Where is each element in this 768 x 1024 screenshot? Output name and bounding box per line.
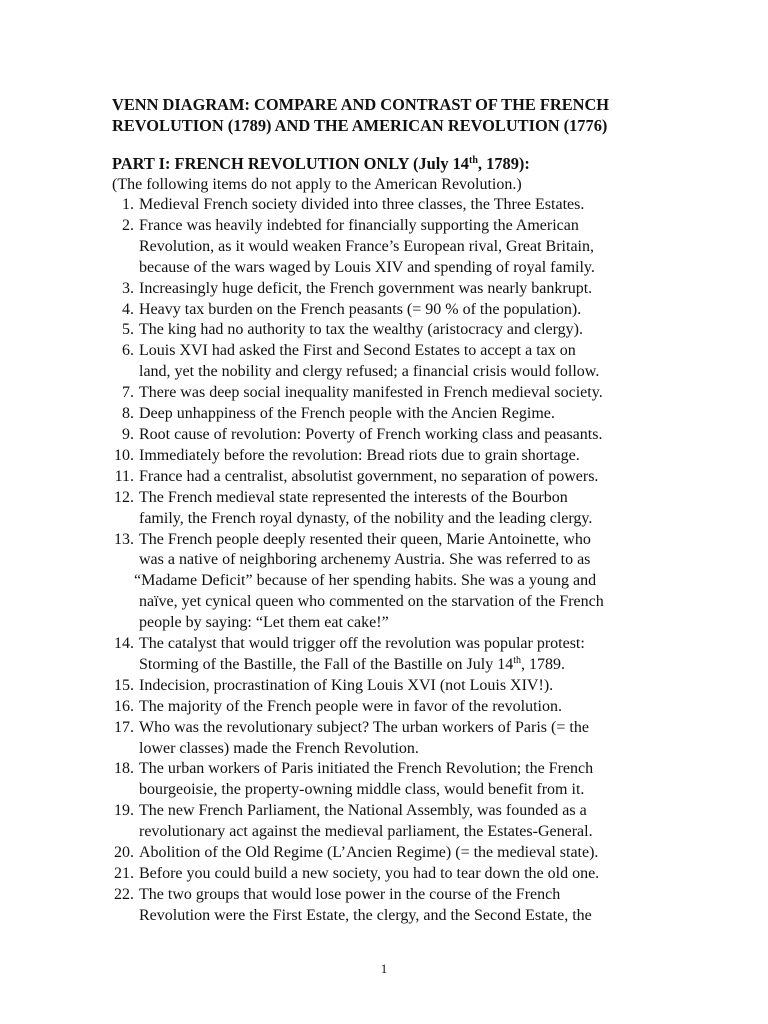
list-item-line — [139, 655, 672, 676]
list-item — [112, 425, 672, 446]
list-item-line: because of the wars waged by Louis XIV and spending of royal family. — [139, 258, 595, 276]
list-item-line: “Madame Deficit” because of her spending habits. She was a young and — [134, 572, 597, 590]
document-title — [112, 94, 712, 136]
list-item-number: 12. — [114, 488, 134, 506]
list-item-number: 4. — [122, 300, 134, 318]
list-item-number: 20. — [114, 844, 134, 862]
list-item-line: The king had no authority to tax the wealthy (aristocracy and clergy). — [139, 321, 583, 339]
list-item-line: revolutionary act against the medieval parliament, the Estates-General. — [139, 823, 593, 841]
list-item — [112, 864, 672, 885]
list-item — [112, 404, 672, 425]
list-item-number: 22. — [114, 885, 134, 903]
list-item-line: naïve, yet cynical queen who commented on the starvation of the French — [139, 593, 604, 611]
list-item — [112, 634, 672, 676]
title-line-1: VENN DIAGRAM: COMPARE AND CONTRAST OF THE FRENCH — [112, 95, 610, 114]
list-item-number: 3. — [122, 279, 134, 297]
list-item — [112, 341, 672, 383]
list-item-number: 15. — [114, 676, 134, 694]
list-item-number: 19. — [114, 802, 134, 820]
list-item-line: Deep unhappiness of the French people with the Ancien Regime. — [139, 405, 555, 423]
list-item-line: people by saying: “Let them eat cake!” — [139, 614, 389, 632]
list-item-line: The urban workers of Paris initiated the French Revolution; the French — [139, 760, 594, 778]
list-item — [112, 885, 672, 927]
list-item-line: was a native of neighboring archenemy Austria. She was referred to as — [139, 551, 591, 569]
list-item-number: 1. — [122, 196, 134, 213]
list-item — [112, 195, 672, 216]
list-item — [112, 530, 672, 635]
list-item — [112, 801, 672, 843]
list-item-line: bourgeoisie, the property-owning middle class, would benefit from it. — [139, 781, 585, 799]
list-item-line: lower classes) made the French Revolution. — [139, 739, 419, 757]
list-item-number: 18. — [114, 760, 134, 778]
list-item-line: family, the French royal dynasty, of the nobility and the leading clergy. — [139, 509, 593, 527]
list-item-line: Medieval French society divided into three classes, the Three Estates. — [139, 196, 585, 213]
list-item-line: Immediately before the revolution: Bread riots due to grain shortage. — [139, 446, 580, 464]
list-item-line: Heavy tax burden on the French peasants (= 90 % of the population). — [139, 300, 582, 318]
list-item — [112, 446, 672, 467]
list-item — [112, 759, 672, 801]
part-1-heading-prefix: PART I: FRENCH REVOLUTION ONLY ( — [112, 154, 419, 173]
list-item-line-text: , 1789. — [520, 655, 565, 673]
list-item-line: Root cause of revolution: Poverty of French working class and peasants. — [139, 425, 603, 443]
list-item — [112, 488, 672, 530]
list-item-number: 8. — [122, 405, 134, 423]
list-item — [112, 300, 672, 321]
list-item-number: 11. — [114, 467, 134, 485]
list-item-number: 9. — [122, 425, 134, 443]
list-item-line: Revolution were the First Estate, the clergy, and the Second Estate, the — [139, 906, 592, 924]
list-item-number: 16. — [114, 697, 134, 715]
list-item-number: 21. — [114, 865, 134, 882]
part-1-heading — [112, 153, 530, 174]
part-1-intro: (The following items do not apply to the American Revolution.) — [112, 176, 522, 193]
list-item-number: 14. — [114, 635, 134, 653]
list-item-number: 2. — [122, 216, 134, 234]
list-item-number: 7. — [122, 384, 134, 402]
list-item-line: The French people deeply resented their queen, Marie Antoinette, who — [139, 530, 591, 548]
list-item-number: 10. — [114, 446, 134, 464]
list-item-line: The catalyst that would trigger off the revolution was popular protest: — [139, 635, 585, 653]
list-item — [112, 320, 672, 341]
list-item-line: The two groups that would lose power in the course of the French — [139, 885, 561, 903]
list-item-line: Before you could build a new society, you had to tear down the old one. — [139, 865, 600, 882]
list-item-line: Indecision, procrastination of King Louis XVI (not Louis XIV!). — [139, 676, 554, 694]
list-item — [112, 843, 672, 864]
list-item-line: The French medieval state represented the interests of the Bourbon — [139, 488, 568, 506]
list-item-line: France was heavily indebted for financially supporting the American — [139, 216, 579, 234]
list-item — [112, 279, 672, 300]
list-item-line: The new French Parliament, the National Assembly, was founded as a — [139, 802, 587, 820]
title-line-2: REVOLUTION (1789) AND THE AMERICAN REVOLUTION (1776) — [112, 116, 608, 135]
item-list — [112, 195, 672, 927]
list-item-line: Revolution, as it would weaken France’s European rival, Great Britain, — [139, 237, 594, 255]
list-item-line: Who was the revolutionary subject? The urban workers of Paris (= the — [139, 718, 589, 736]
list-item — [112, 383, 672, 404]
list-item-line: Increasingly huge deficit, the French government was nearly bankrupt. — [139, 279, 593, 297]
list-item-number: 13. — [114, 530, 134, 548]
list-item-number: 5. — [122, 321, 134, 339]
part-1-heading-ordinal: th — [469, 155, 478, 166]
list-item-line: There was deep social inequality manifested in French medieval society. — [139, 384, 603, 402]
list-item-number: 6. — [122, 342, 134, 360]
list-item-line: Louis XVI had asked the First and Second Estates to accept a tax on — [139, 342, 576, 360]
part-1-heading-year: , 1789): — [477, 154, 530, 173]
page-number: 1 — [380, 961, 388, 976]
list-item-line: The majority of the French people were in favor of the revolution. — [139, 697, 562, 715]
list-item — [112, 697, 672, 718]
list-item — [112, 216, 672, 279]
ordinal-suffix: th — [513, 654, 521, 666]
list-item — [112, 718, 672, 760]
list-item — [112, 467, 672, 488]
part-1-heading-day: July 14 — [418, 154, 470, 173]
list-item-line: France had a centralist, absolutist government, no separation of powers. — [139, 467, 599, 485]
list-item-number: 17. — [114, 718, 134, 736]
list-item-line: land, yet the nobility and clergy refused; a financial crisis would follow. — [139, 363, 600, 381]
list-item-line-text: Storming of the Bastille, the Fall of the Bastille on July 14 — [139, 655, 514, 673]
list-item — [112, 676, 672, 697]
list-item-line: Abolition of the Old Regime (L’Ancien Regime) (= the medieval state). — [139, 844, 599, 862]
